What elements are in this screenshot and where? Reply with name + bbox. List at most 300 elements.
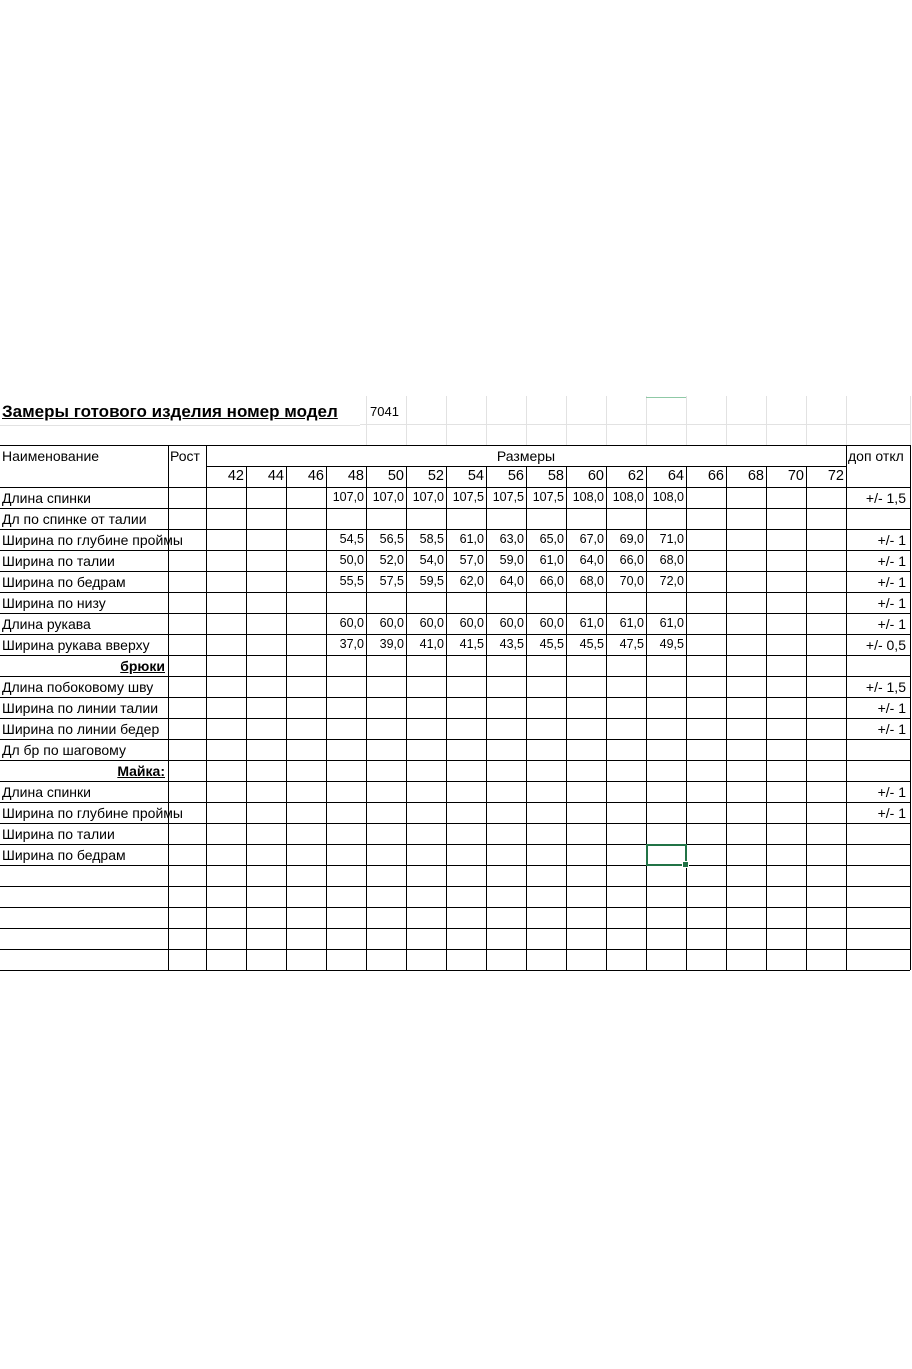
value-cell[interactable]: 55,5 [339,574,364,589]
value-cell[interactable] [246,718,286,739]
value-cell[interactable]: 66,0 [539,574,564,589]
value-cell[interactable] [766,886,806,907]
value-cell[interactable] [326,718,366,739]
value-cell[interactable] [606,802,646,823]
value-cell[interactable] [806,781,846,802]
value-cell[interactable] [246,739,286,760]
value-cell[interactable] [686,949,726,970]
value-cell[interactable]: 67,0 [579,532,604,547]
measurement-label[interactable] [0,886,168,907]
value-cell[interactable] [366,739,406,760]
value-cell[interactable] [206,529,246,550]
value-cell[interactable] [566,676,606,697]
value-cell[interactable] [366,802,406,823]
value-cell[interactable] [366,907,406,928]
value-cell[interactable] [286,550,326,571]
value-cell[interactable]: 49,5 [659,637,684,652]
value-cell[interactable]: 108,0 [572,490,604,505]
value-cell[interactable] [246,550,286,571]
measurement-label[interactable]: Ширина по талии [2,825,115,842]
value-cell[interactable]: 108,0 [652,490,684,505]
value-cell[interactable] [726,508,766,529]
height-cell[interactable] [168,550,206,571]
value-cell[interactable] [806,676,846,697]
value-cell[interactable] [366,823,406,844]
value-cell[interactable] [726,529,766,550]
value-cell[interactable] [446,718,486,739]
value-cell[interactable] [806,823,846,844]
height-cell[interactable] [168,592,206,613]
value-cell[interactable] [446,781,486,802]
value-cell[interactable] [246,865,286,886]
tolerance-cell[interactable] [846,865,910,886]
value-cell[interactable] [806,634,846,655]
value-cell[interactable] [686,781,726,802]
value-cell[interactable] [646,697,686,718]
value-cell[interactable] [606,739,646,760]
value-cell[interactable]: 52,0 [379,553,404,568]
measurement-label[interactable]: Ширина по линии талии [2,699,159,716]
measurement-label[interactable] [0,949,168,970]
value-cell[interactable] [246,949,286,970]
value-cell[interactable] [726,697,766,718]
height-cell[interactable] [168,676,206,697]
value-cell[interactable] [686,571,726,592]
value-cell[interactable] [766,676,806,697]
value-cell[interactable] [606,676,646,697]
value-cell[interactable] [806,529,846,550]
value-cell[interactable] [286,928,326,949]
value-cell[interactable] [526,886,566,907]
value-cell[interactable] [646,508,686,529]
value-cell[interactable] [726,718,766,739]
section-heading[interactable]: Майка: [117,762,165,779]
value-cell[interactable] [766,739,806,760]
section-heading[interactable]: брюки [120,657,165,674]
size-header[interactable]: 44 [267,468,284,485]
value-cell[interactable] [566,907,606,928]
value-cell[interactable] [566,508,606,529]
size-header[interactable]: 50 [387,468,404,485]
value-cell[interactable] [406,739,446,760]
tolerance-cell[interactable]: +/- 1,5 [865,489,906,506]
value-cell[interactable] [606,718,646,739]
value-cell[interactable] [606,781,646,802]
value-cell[interactable]: 57,0 [459,553,484,568]
tolerance-cell[interactable] [846,844,910,865]
value-cell[interactable]: 54,0 [419,553,444,568]
value-cell[interactable] [526,865,566,886]
value-cell[interactable]: 71,0 [659,532,684,547]
value-cell[interactable] [766,592,806,613]
value-cell[interactable] [566,592,606,613]
model-number[interactable]: 7041 [370,403,399,419]
height-cell[interactable] [168,697,206,718]
value-cell[interactable] [766,571,806,592]
value-cell[interactable] [406,676,446,697]
value-cell[interactable] [326,865,366,886]
value-cell[interactable] [446,676,486,697]
value-cell[interactable]: 72,0 [659,574,684,589]
value-cell[interactable]: 107,0 [412,490,444,505]
value-cell[interactable] [486,886,526,907]
value-cell[interactable] [686,697,726,718]
tolerance-cell[interactable]: +/- 1 [877,615,906,632]
value-cell[interactable] [606,907,646,928]
value-cell[interactable] [806,718,846,739]
value-cell[interactable] [206,865,246,886]
value-cell[interactable] [206,949,246,970]
value-cell[interactable] [286,634,326,655]
height-cell[interactable] [168,823,206,844]
value-cell[interactable] [606,949,646,970]
value-cell[interactable]: 60,0 [419,616,444,631]
value-cell[interactable]: 70,0 [619,574,644,589]
value-cell[interactable] [246,823,286,844]
value-cell[interactable] [566,886,606,907]
value-cell[interactable] [246,928,286,949]
value-cell[interactable] [686,907,726,928]
value-cell[interactable] [406,844,446,865]
measurement-label[interactable]: Длина спинки [2,489,91,506]
value-cell[interactable] [726,949,766,970]
value-cell[interactable] [486,739,526,760]
value-cell[interactable] [486,718,526,739]
value-cell[interactable] [646,592,686,613]
value-cell[interactable]: 65,0 [539,532,564,547]
value-cell[interactable] [526,508,566,529]
value-cell[interactable] [366,886,406,907]
measurement-label[interactable]: Ширина по линии бедер [2,720,160,737]
value-cell[interactable] [206,508,246,529]
height-cell[interactable] [168,886,206,907]
header-height[interactable]: Рост [170,447,200,464]
value-cell[interactable] [806,907,846,928]
value-cell[interactable] [246,886,286,907]
value-cell[interactable] [486,928,526,949]
value-cell[interactable] [406,781,446,802]
value-cell[interactable] [526,592,566,613]
height-cell[interactable] [168,529,206,550]
value-cell[interactable] [246,844,286,865]
value-cell[interactable] [806,571,846,592]
value-cell[interactable]: 69,0 [619,532,644,547]
size-header[interactable]: 70 [787,468,804,485]
value-cell[interactable] [246,907,286,928]
value-cell[interactable] [246,676,286,697]
value-cell[interactable] [446,697,486,718]
value-cell[interactable] [566,697,606,718]
header-tolerance[interactable]: доп откл [848,447,904,464]
value-cell[interactable] [766,802,806,823]
value-cell[interactable] [726,592,766,613]
value-cell[interactable] [806,508,846,529]
value-cell[interactable] [646,739,686,760]
value-cell[interactable]: 59,0 [499,553,524,568]
value-cell[interactable] [206,592,246,613]
tolerance-cell[interactable] [846,508,910,529]
value-cell[interactable] [806,613,846,634]
value-cell[interactable] [806,487,846,508]
size-header[interactable]: 60 [587,468,604,485]
tolerance-cell[interactable]: +/- 1 [877,594,906,611]
value-cell[interactable] [246,697,286,718]
value-cell[interactable] [406,802,446,823]
value-cell[interactable] [726,781,766,802]
value-cell[interactable] [486,844,526,865]
value-cell[interactable] [766,907,806,928]
height-cell[interactable] [168,907,206,928]
value-cell[interactable] [606,592,646,613]
value-cell[interactable] [686,739,726,760]
value-cell[interactable] [246,802,286,823]
value-cell[interactable] [446,508,486,529]
value-cell[interactable] [206,781,246,802]
tolerance-cell[interactable]: +/- 1 [877,783,906,800]
value-cell[interactable] [486,676,526,697]
tolerance-cell[interactable]: +/- 0,5 [865,636,906,653]
height-cell[interactable] [168,781,206,802]
value-cell[interactable] [486,865,526,886]
value-cell[interactable] [766,550,806,571]
value-cell[interactable]: 57,5 [379,574,404,589]
value-cell[interactable]: 54,5 [339,532,364,547]
value-cell[interactable] [726,676,766,697]
value-cell[interactable] [326,844,366,865]
value-cell[interactable] [606,508,646,529]
value-cell[interactable] [406,886,446,907]
value-cell[interactable] [446,907,486,928]
value-cell[interactable] [726,802,766,823]
value-cell[interactable] [766,781,806,802]
value-cell[interactable] [526,844,566,865]
value-cell[interactable] [366,508,406,529]
value-cell[interactable] [446,886,486,907]
value-cell[interactable] [406,928,446,949]
size-header[interactable]: 64 [667,468,684,485]
value-cell[interactable] [686,886,726,907]
size-header[interactable]: 56 [507,468,524,485]
value-cell[interactable] [246,508,286,529]
value-cell[interactable]: 62,0 [459,574,484,589]
value-cell[interactable] [646,718,686,739]
value-cell[interactable] [486,508,526,529]
value-cell[interactable] [686,634,726,655]
value-cell[interactable]: 107,5 [532,490,564,505]
value-cell[interactable] [806,949,846,970]
value-cell[interactable] [286,676,326,697]
size-header[interactable]: 58 [547,468,564,485]
value-cell[interactable] [446,592,486,613]
value-cell[interactable]: 43,5 [499,637,524,652]
value-cell[interactable] [246,571,286,592]
value-cell[interactable] [766,928,806,949]
size-header[interactable]: 54 [467,468,484,485]
measurement-label[interactable]: Ширина по глубине проймы [2,531,183,548]
height-cell[interactable] [168,802,206,823]
value-cell[interactable] [766,697,806,718]
value-cell[interactable] [806,697,846,718]
value-cell[interactable] [486,781,526,802]
value-cell[interactable] [566,823,606,844]
value-cell[interactable] [366,844,406,865]
value-cell[interactable]: 45,5 [579,637,604,652]
size-header[interactable]: 72 [827,468,844,485]
value-cell[interactable] [526,739,566,760]
height-cell[interactable] [168,865,206,886]
value-cell[interactable] [646,823,686,844]
value-cell[interactable] [206,802,246,823]
value-cell[interactable] [726,823,766,844]
value-cell[interactable] [806,865,846,886]
size-header[interactable]: 52 [427,468,444,485]
value-cell[interactable] [526,781,566,802]
value-cell[interactable] [246,781,286,802]
value-cell[interactable] [486,697,526,718]
value-cell[interactable] [526,676,566,697]
value-cell[interactable] [206,550,246,571]
value-cell[interactable] [566,781,606,802]
value-cell[interactable]: 107,5 [492,490,524,505]
value-cell[interactable] [366,781,406,802]
value-cell[interactable] [686,718,726,739]
value-cell[interactable] [206,928,246,949]
value-cell[interactable] [326,949,366,970]
value-cell[interactable] [286,487,326,508]
value-cell[interactable] [566,949,606,970]
value-cell[interactable] [206,676,246,697]
value-cell[interactable] [686,676,726,697]
value-cell[interactable] [806,802,846,823]
value-cell[interactable]: 41,0 [419,637,444,652]
value-cell[interactable]: 56,5 [379,532,404,547]
tolerance-cell[interactable] [846,886,910,907]
value-cell[interactable] [806,886,846,907]
tolerance-cell[interactable]: +/- 1 [877,531,906,548]
value-cell[interactable] [246,613,286,634]
measurement-label[interactable]: Длина спинки [2,783,91,800]
value-cell[interactable] [406,508,446,529]
value-cell[interactable] [326,802,366,823]
value-cell[interactable]: 41,5 [459,637,484,652]
value-cell[interactable] [726,907,766,928]
value-cell[interactable]: 61,0 [659,616,684,631]
value-cell[interactable] [326,886,366,907]
value-cell[interactable] [366,718,406,739]
value-cell[interactable] [646,802,686,823]
value-cell[interactable] [286,865,326,886]
value-cell[interactable] [486,907,526,928]
value-cell[interactable] [406,823,446,844]
value-cell[interactable]: 107,5 [452,490,484,505]
value-cell[interactable] [446,739,486,760]
value-cell[interactable] [686,508,726,529]
value-cell[interactable]: 60,0 [379,616,404,631]
value-cell[interactable] [606,865,646,886]
value-cell[interactable] [726,613,766,634]
value-cell[interactable] [366,949,406,970]
value-cell[interactable] [286,571,326,592]
value-cell[interactable] [726,634,766,655]
value-cell[interactable] [446,928,486,949]
measurement-label[interactable]: Дл бр по шаговому [2,741,126,758]
value-cell[interactable] [246,487,286,508]
value-cell[interactable] [406,949,446,970]
value-cell[interactable] [766,508,806,529]
value-cell[interactable] [606,697,646,718]
value-cell[interactable] [326,592,366,613]
value-cell[interactable]: 60,0 [539,616,564,631]
value-cell[interactable] [206,844,246,865]
value-cell[interactable] [286,886,326,907]
value-cell[interactable] [326,907,366,928]
value-cell[interactable] [566,928,606,949]
value-cell[interactable] [566,739,606,760]
fill-handle[interactable] [682,861,689,868]
value-cell[interactable]: 107,0 [332,490,364,505]
value-cell[interactable] [646,886,686,907]
value-cell[interactable] [526,907,566,928]
value-cell[interactable] [726,550,766,571]
value-cell[interactable] [526,697,566,718]
value-cell[interactable]: 61,0 [539,553,564,568]
measurement-label[interactable]: Длина побоковому шву [2,678,154,695]
tolerance-cell[interactable]: +/- 1 [877,804,906,821]
value-cell[interactable] [326,739,366,760]
value-cell[interactable] [286,823,326,844]
value-cell[interactable] [366,928,406,949]
value-cell[interactable]: 107,0 [372,490,404,505]
value-cell[interactable]: 64,0 [579,553,604,568]
value-cell[interactable] [806,928,846,949]
value-cell[interactable] [526,949,566,970]
value-cell[interactable] [366,865,406,886]
value-cell[interactable]: 60,0 [499,616,524,631]
value-cell[interactable] [206,718,246,739]
value-cell[interactable] [486,802,526,823]
value-cell[interactable] [326,781,366,802]
value-cell[interactable] [326,697,366,718]
value-cell[interactable] [486,823,526,844]
height-cell[interactable] [168,844,206,865]
value-cell[interactable] [766,529,806,550]
measurement-label[interactable] [0,928,168,949]
value-cell[interactable] [286,697,326,718]
value-cell[interactable] [686,844,726,865]
measurement-label[interactable]: Ширина по бедрам [2,573,126,590]
value-cell[interactable] [766,823,806,844]
value-cell[interactable] [206,697,246,718]
value-cell[interactable] [406,592,446,613]
size-header[interactable]: 48 [347,468,364,485]
value-cell[interactable] [566,844,606,865]
height-cell[interactable] [168,613,206,634]
value-cell[interactable] [526,718,566,739]
value-cell[interactable] [206,739,246,760]
value-cell[interactable] [446,865,486,886]
value-cell[interactable] [406,907,446,928]
value-cell[interactable] [606,844,646,865]
value-cell[interactable]: 68,0 [659,553,684,568]
value-cell[interactable] [206,886,246,907]
value-cell[interactable]: 68,0 [579,574,604,589]
value-cell[interactable]: 64,0 [499,574,524,589]
value-cell[interactable]: 61,0 [619,616,644,631]
value-cell[interactable] [726,844,766,865]
value-cell[interactable]: 47,5 [619,637,644,652]
measurement-label[interactable]: Ширина по бедрам [2,846,126,863]
value-cell[interactable] [686,802,726,823]
